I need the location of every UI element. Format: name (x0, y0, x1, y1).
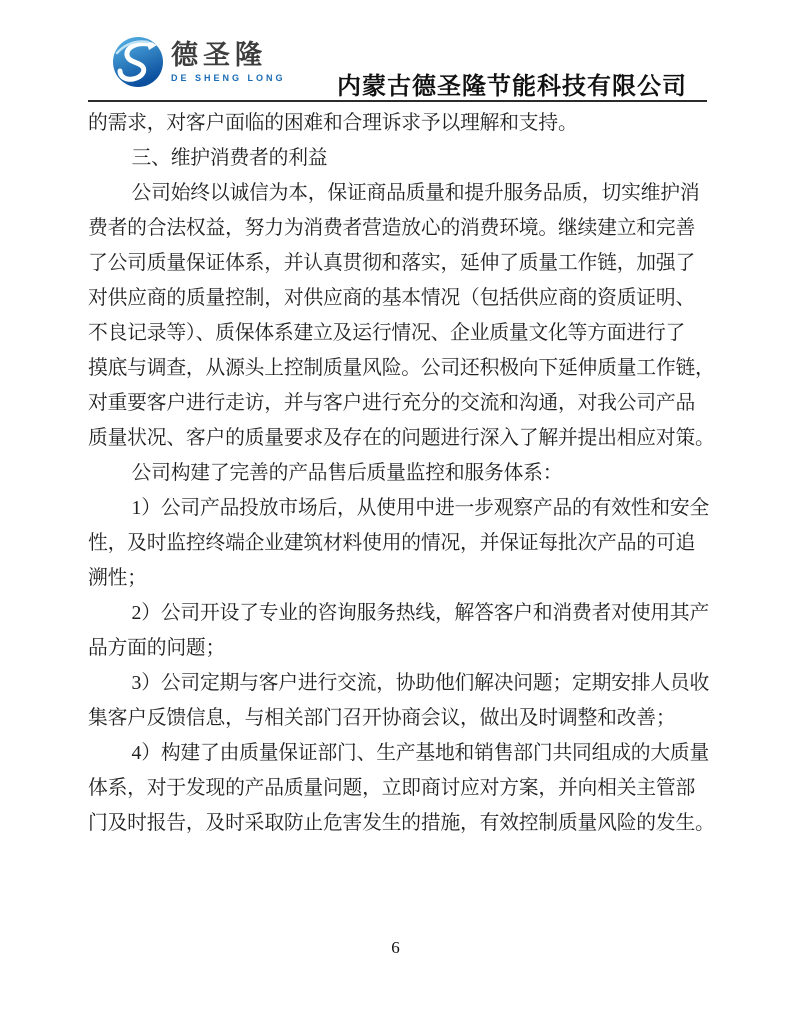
header-divider (88, 100, 707, 102)
paragraph (88, 736, 714, 841)
company-name-header: 内蒙古德圣隆节能科技有限公司 (337, 74, 687, 100)
text-line: 2）公司开设了专业的咨询服务热线，解答客户和消费者对使用其产 (131, 602, 710, 624)
text-line: 3）公司定期与客户进行交流，协助他们解决问题；定期安排人员收 (131, 672, 710, 694)
paragraph (88, 596, 714, 666)
logo-chinese-name: 德圣隆 (171, 40, 267, 71)
paragraph (88, 491, 714, 596)
text-line: 性，及时监控终端企业建筑材料使用的情况，并保证每批次产品的可追 (88, 532, 696, 554)
dragon-s-globe-icon (112, 36, 164, 88)
paragraph (88, 176, 714, 456)
text-line: 4）构建了由质量保证部门、生产基地和销售部门共同组成的大质量 (131, 742, 710, 764)
paragraph (88, 666, 714, 736)
company-logo (112, 36, 286, 88)
document-body (88, 106, 714, 841)
text-line: 公司构建了完善的产品售后质量监控和服务体系： (131, 462, 563, 484)
text-line: 的需求，对客户面临的困难和合理诉求予以理解和支持。 (88, 112, 578, 134)
page-number: 6 (391, 938, 400, 957)
logo-text-block (171, 41, 286, 83)
text-line: 对重要客户进行走访，并与客户进行充分的交流和沟通，对我公司产品 (88, 392, 696, 414)
paragraph (88, 456, 714, 491)
text-line: 了公司质量保证体系，并认真贯彻和落实，延伸了质量工作链，加强了 (88, 252, 696, 274)
text-line: 三、维护消费者的利益 (131, 147, 328, 169)
text-line: 费者的合法权益，努力为消费者营造放心的消费环境。继续建立和完善 (88, 217, 696, 239)
text-line: 1）公司产品投放市场后，从使用中进一步观察产品的有效性和安全 (131, 497, 710, 519)
logo-english-name: DE SHENG LONG (171, 72, 286, 83)
text-line: 体系，对于发现的产品质量问题，立即商讨应对方案，并向相关主管部 (88, 777, 696, 799)
text-line: 品方面的问题； (88, 637, 226, 659)
text-line: 质量状况、客户的质量要求及存在的问题进行深入了解并提出相应对策。 (88, 427, 715, 449)
section-heading (88, 141, 714, 176)
text-line: 溯性； (88, 567, 147, 589)
text-line: 门及时报告，及时采取防止危害发生的措施，有效控制质量风险的发生。 (88, 812, 715, 834)
text-line: 对供应商的质量控制，对供应商的基本情况（包括供应商的资质证明、 (88, 287, 696, 309)
paragraph (88, 106, 714, 141)
text-line: 摸底与调查，从源头上控制质量风险。公司还积极向下延伸质量工作链， (88, 357, 715, 379)
text-line: 公司始终以诚信为本，保证商品质量和提升服务品质，切实维护消 (131, 182, 700, 204)
text-line: 集客户反馈信息，与相关部门召开协商会议，做出及时调整和改善； (88, 707, 676, 729)
text-line: 不良记录等）、质保体系建立及运行情况、企业质量文化等方面进行了 (88, 322, 686, 344)
